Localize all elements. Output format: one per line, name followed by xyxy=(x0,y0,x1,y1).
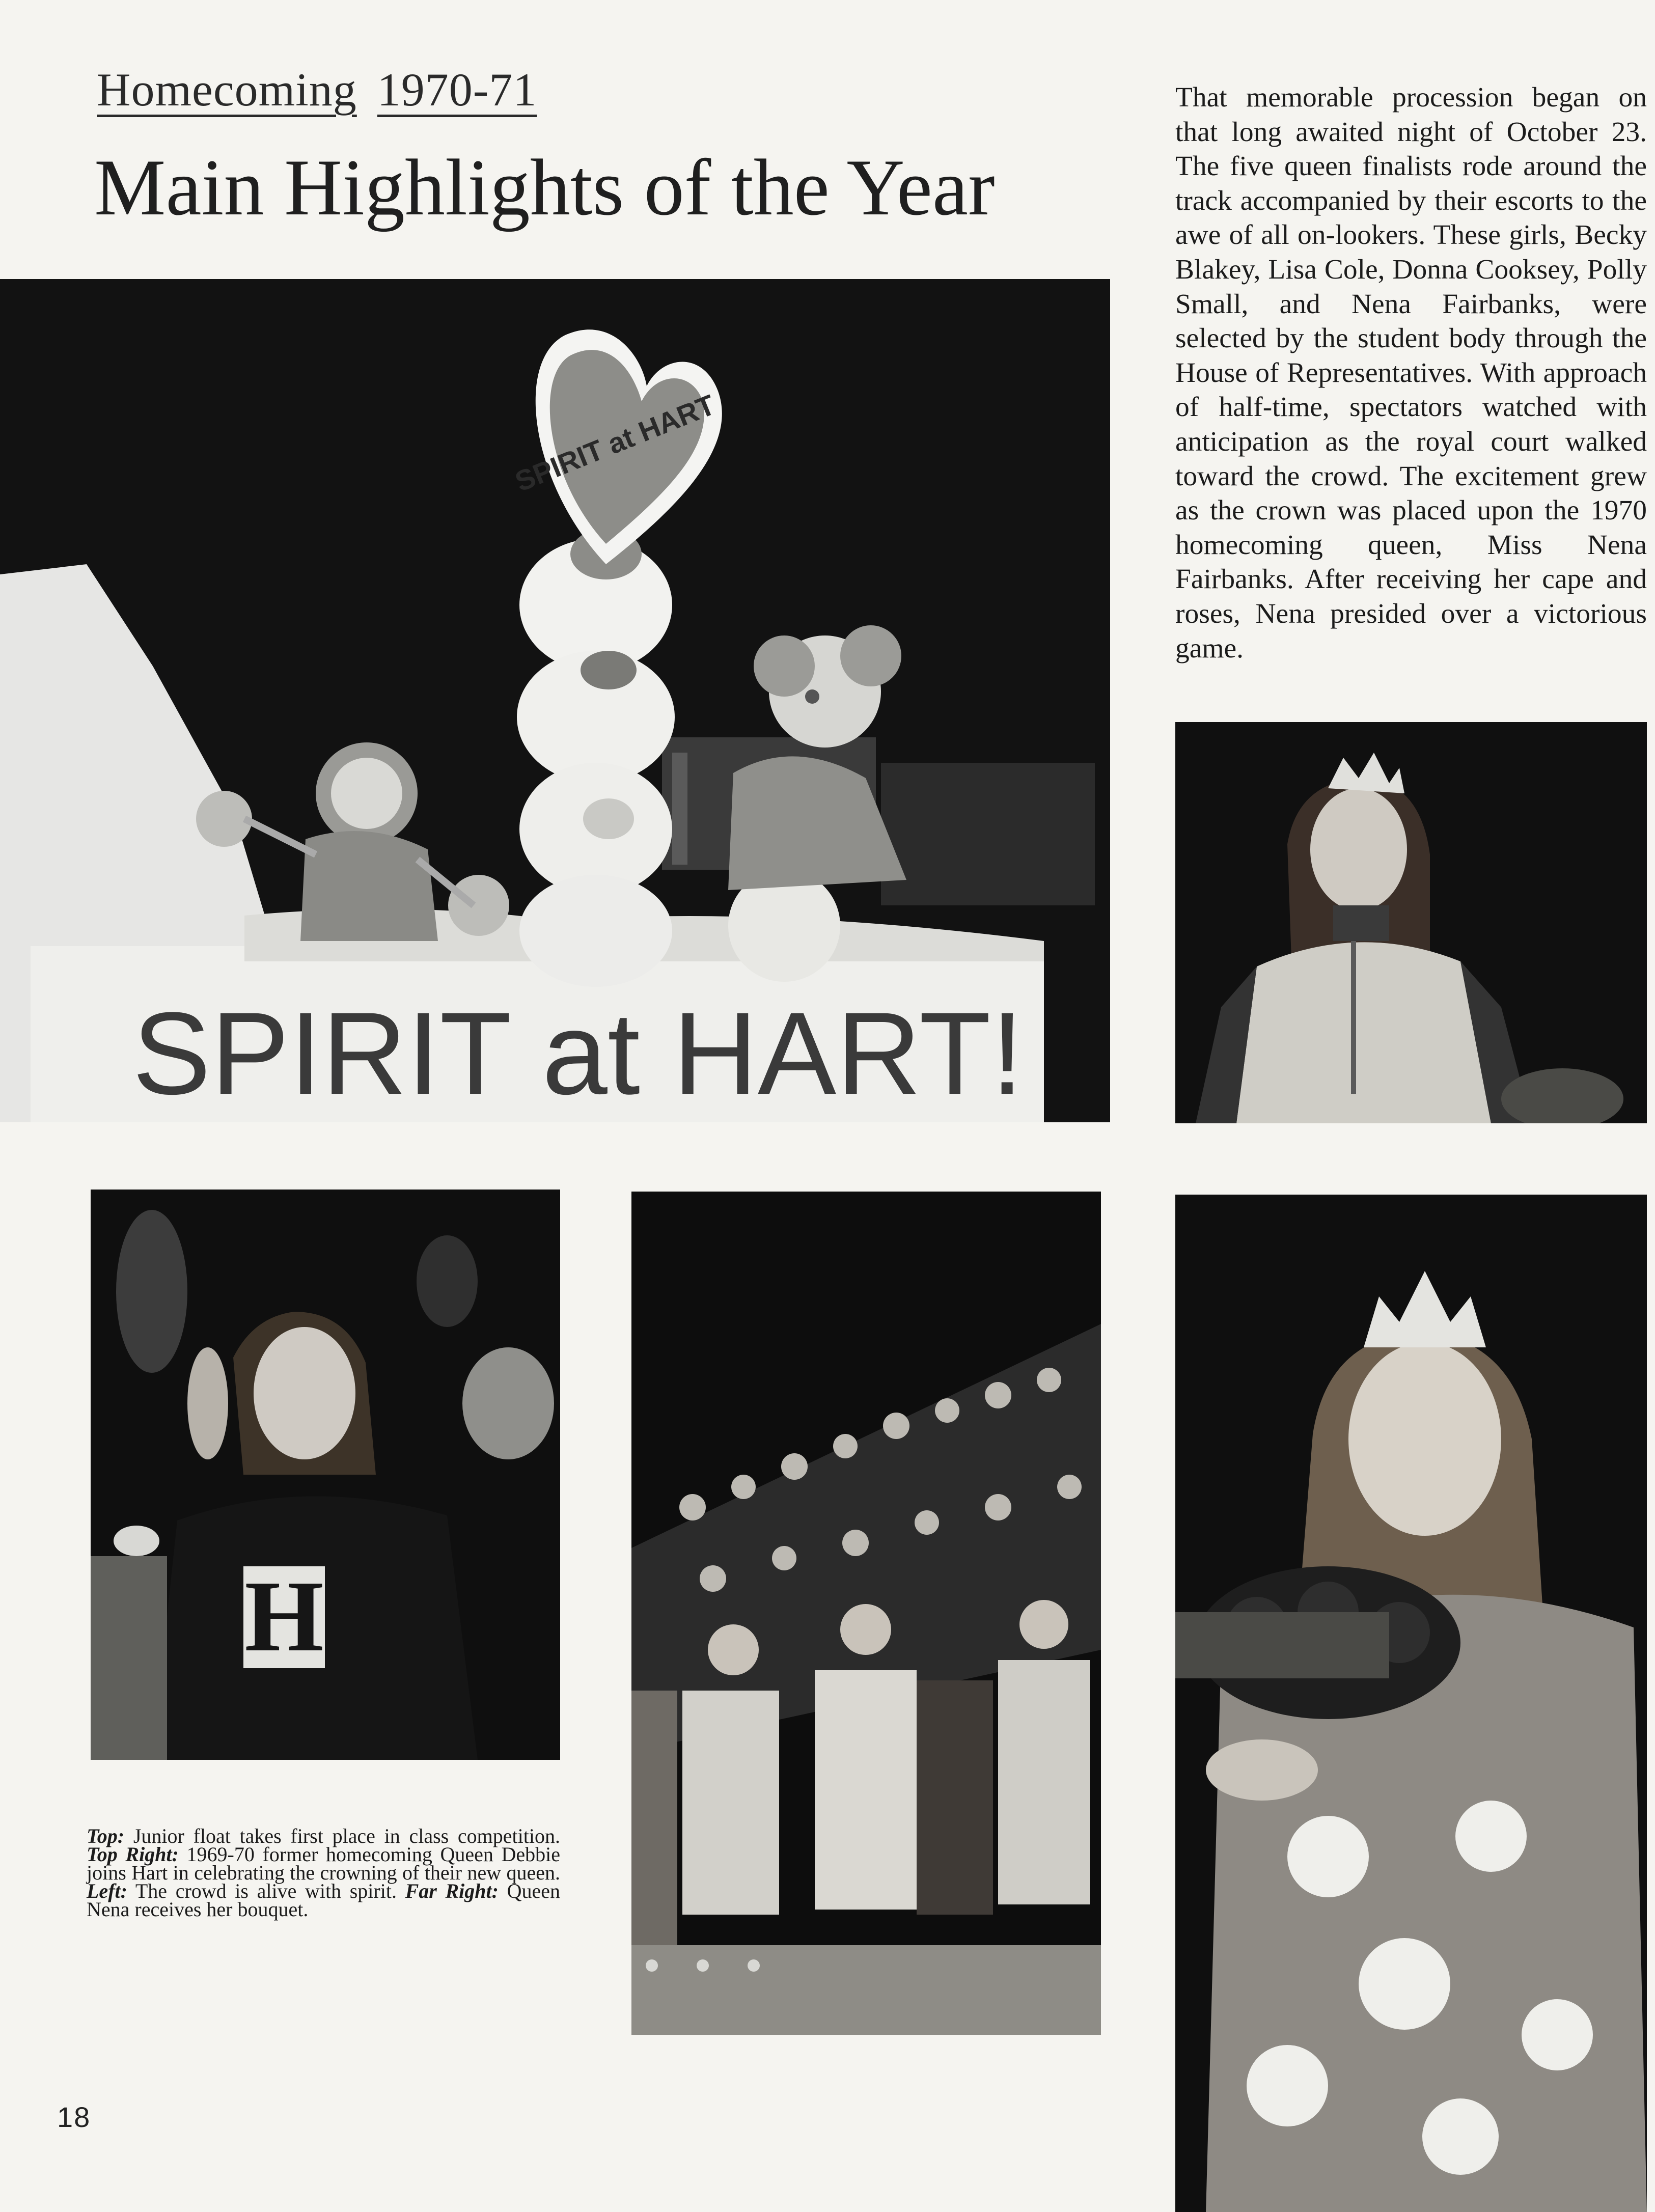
caption-label-top: Top: xyxy=(87,1824,125,1847)
float-snowman-column xyxy=(517,529,675,987)
photo-caption xyxy=(87,1824,561,1921)
page-number: 18 xyxy=(57,2101,91,2133)
sweater-letter: H xyxy=(244,1560,324,1673)
float-heart-text: SPIRIT at HART xyxy=(510,388,720,498)
kicker-year: 1970-71 xyxy=(377,64,537,116)
page-title: Main Highlights of the Year xyxy=(94,143,995,232)
kicker-word: Homecoming xyxy=(97,64,357,116)
photo-crowd-girl xyxy=(91,1190,560,1760)
photo-former-queen-debbie xyxy=(1175,722,1647,1123)
caption-text-left: The crowd is alive with spirit. xyxy=(135,1879,397,1902)
caption-text-top-right: 1969-70 former homecoming Queen Debbie joins Hart in celebrating the crowning of their new queen. xyxy=(87,1843,561,1884)
caption-text-top: Junior float takes first place in class competition. xyxy=(133,1824,560,1847)
photo-queen-nena-bouquet xyxy=(1175,1195,1647,2212)
caption-label-far-right: Far Right: xyxy=(405,1879,499,1902)
caption-text-far-right: Queen Nena receives her bouquet. xyxy=(87,1879,561,1921)
section-kicker xyxy=(97,64,537,116)
photo-junior-float xyxy=(0,279,1110,1122)
article-body: That memorable procession began on that long awaited night of October 23. The five queen finalists rode around the track accompanied by their escorts to the awe of all on-lookers. These girls, Becky Blakey, Lisa Cole, Donna Cooksey, Polly Small, and Nena Fairbanks, were selected by the student body through the House of Representatives. With approach of half-time, spectators watched with anticipation as the royal court walked toward the crowd. The excitement grew as the crown was placed upon the 1970 homecoming queen, Miss Nena Fairbanks. After receiving her cape and roses, Nena presided over a victorious game. xyxy=(1175,82,1647,664)
caption-label-top-right: Top Right: xyxy=(87,1843,179,1866)
caption-label-left: Left: xyxy=(87,1879,127,1902)
photo-bleachers-crowd xyxy=(631,1192,1101,2035)
float-banner-text: SPIRIT at HART! xyxy=(132,988,1024,1119)
